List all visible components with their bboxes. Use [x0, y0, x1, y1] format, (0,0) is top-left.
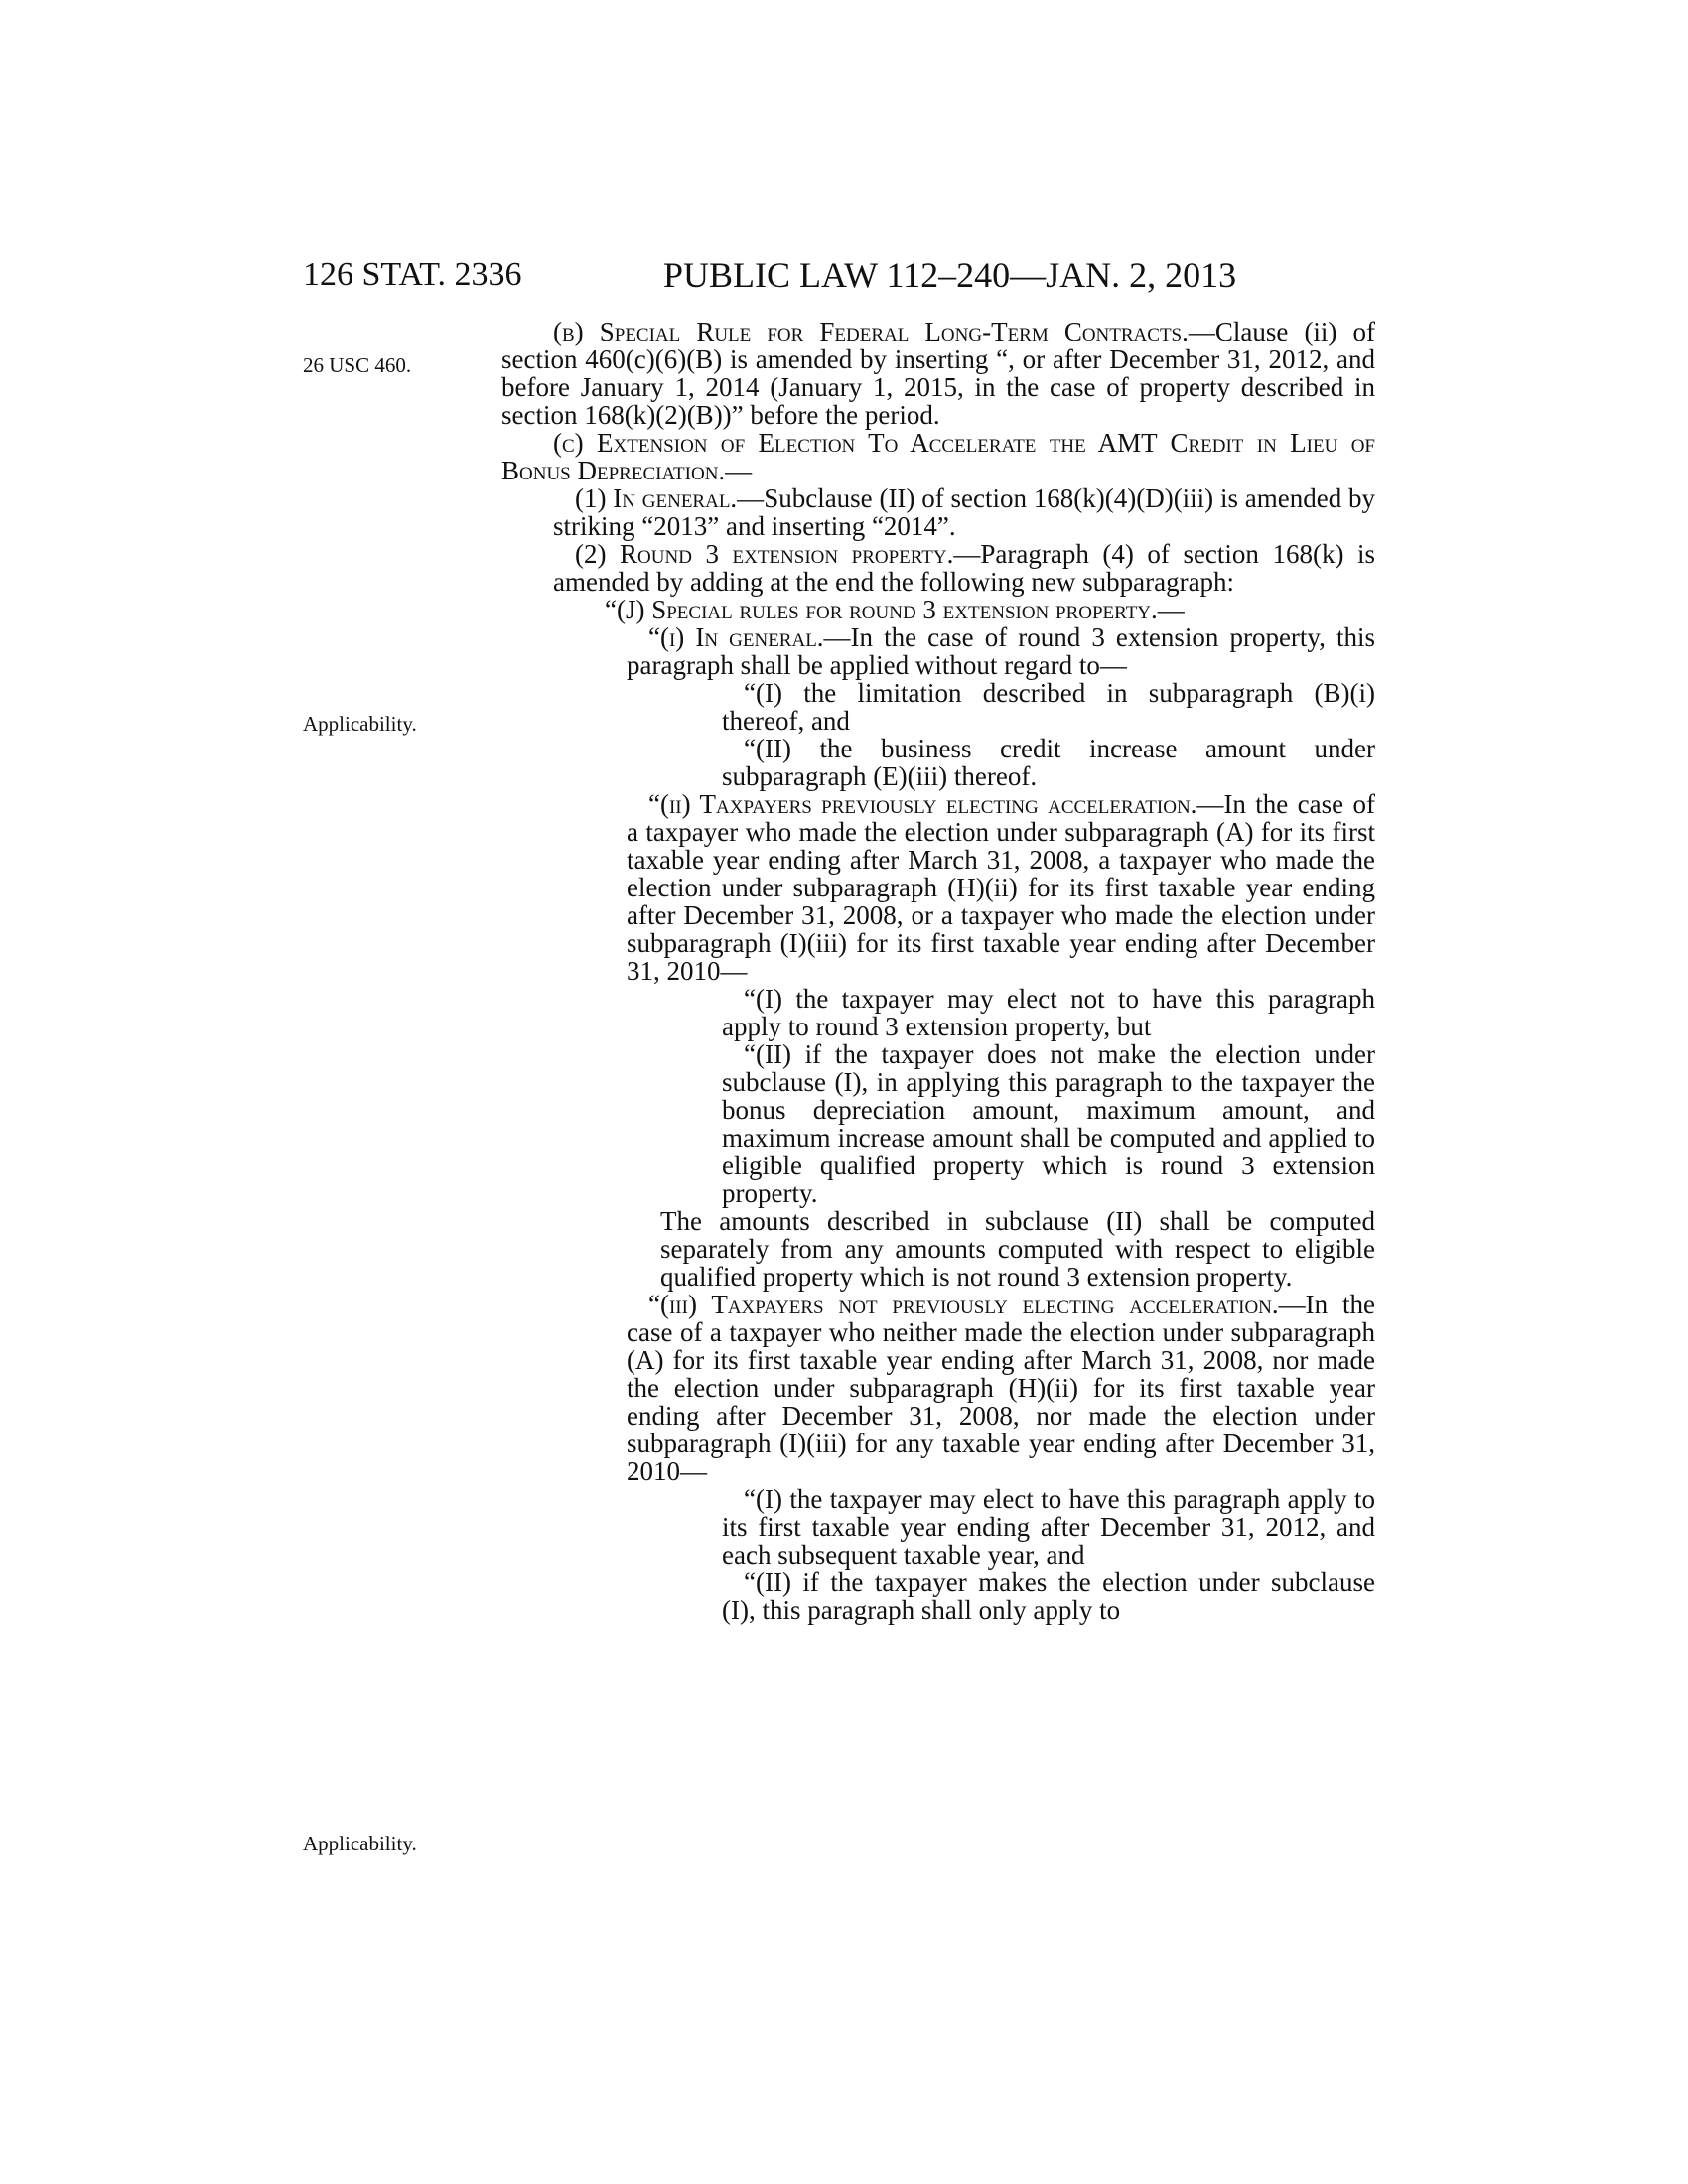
subclause-iii-I	[501, 1485, 1375, 1569]
statute-text	[501, 318, 1375, 1624]
margin-note-applicability: Applicability.	[303, 1832, 417, 1855]
clause-ii	[501, 790, 1375, 985]
subsection-c-heading: (c) Extension of Election To Accelerate the AMT Credit in Lieu of Bonus Depreciation.—	[501, 428, 1375, 485]
subparagraph-j	[501, 596, 1375, 623]
margin-note-usc: 26 USC 460.	[303, 353, 412, 377]
margin-note-applicability: Applicability.	[303, 712, 417, 736]
subclause-ii-I-text: “(I) the taxpayer may elect not to have this paragraph apply to round 3 extension property, but	[722, 984, 1375, 1041]
clause-i	[501, 623, 1375, 679]
subclause-i-I	[501, 679, 1375, 735]
clause-iii	[501, 1291, 1375, 1485]
subsection-b-text: Clause (ii) of section 460(c)(6)(B) is amended by inserting “, or after December 31, 2012, and before January 1, 2014 (January 1, 2015, in the case of property described in section 168(k)(2)(B))” before the period.	[501, 317, 1375, 430]
clause-i-text: In the case of round 3 extension property, this paragraph shall be applied without regard to—	[627, 622, 1375, 680]
subclause-ii-II	[501, 1040, 1375, 1207]
paragraph-c-1	[501, 484, 1375, 540]
flush-text	[501, 1207, 1375, 1291]
clause-iii-heading: “(iii) Taxpayers not previously electing acceleration.—	[648, 1290, 1306, 1319]
paragraph-c-2-text: Paragraph (4) of section 168(k) is amended by adding at the end the following new subparagraph:	[553, 539, 1375, 597]
subclause-ii-I	[501, 985, 1375, 1040]
subparagraph-j-heading: “(J) Special rules for round 3 extension property.—	[605, 595, 1185, 624]
clause-iii-text: In the case of a taxpayer who neither made the election under subparagraph (A) for its first taxable year ending after March 31, 2008, nor made the election under subparagraph (H)(ii) for its first taxable year ending after December 31, 2008, nor made the election under subparagraph (I)(iii) for any taxable year ending after December 31, 2010—	[627, 1290, 1375, 1486]
subclause-iii-II	[501, 1569, 1375, 1624]
subsection-c	[501, 429, 1375, 484]
paragraph-c-2	[501, 540, 1375, 596]
subclause-iii-I-text: “(I) the taxpayer may elect to have this paragraph apply to its first taxable year ending after December 31, 2012, and each subsequent taxable year, and	[722, 1484, 1375, 1570]
subclause-i-II	[501, 735, 1375, 790]
clause-ii-text: In the case of a taxpayer who made the election under subparagraph (A) for its first taxable year ending after March 31, 2008, a taxpayer who made the election under subparagraph (H)(ii) for its first taxable year ending after December 31, 2008, or a taxpayer who made the election under subparagraph (I)(iii) for its first taxable year ending after December 31, 2010—	[627, 789, 1375, 986]
paragraph-c-1-text: Subclause (II) of section 168(k)(4)(D)(iii) is amended by striking “2013” and inserting “2014”.	[553, 483, 1375, 541]
subclause-i-I-text: “(I) the limitation described in subparagraph (B)(i) thereof, and	[722, 678, 1375, 736]
clause-i-heading: “(i) In general.—	[648, 622, 851, 652]
subsection-b-heading: (b) Special Rule for Federal Long-Term Contracts.—	[553, 317, 1215, 346]
subclause-ii-II-text: “(II) if the taxpayer does not make the election under subclause (I), in applying this paragraph to the taxpayer the bonus depreciation amount, maximum amount, and maximum increase amount shall be computed and applied to eligible qualified property which is round 3 extension property.	[722, 1039, 1375, 1208]
paragraph-c-2-heading: (2) Round 3 extension property.—	[575, 539, 981, 569]
stat-page-number: 126 STAT. 2336	[303, 256, 522, 293]
subclause-iii-II-text: “(II) if the taxpayer makes the election under subclause (I), this paragraph shall only apply to	[722, 1568, 1375, 1625]
page-header-title: PUBLIC LAW 112–240—JAN. 2, 2013	[663, 255, 1237, 295]
flush-text-content: The amounts described in subclause (II) shall be computed separately from any amounts computed with respect to eligible qualified property which is not round 3 extension property.	[660, 1206, 1375, 1292]
paragraph-c-1-heading: (1) In general.—	[575, 483, 765, 513]
clause-ii-heading: “(ii) Taxpayers previously electing acceleration.—	[648, 789, 1224, 819]
subclause-i-II-text: “(II) the business credit increase amount under subparagraph (E)(iii) thereof.	[722, 734, 1375, 791]
subsection-b	[501, 318, 1375, 429]
